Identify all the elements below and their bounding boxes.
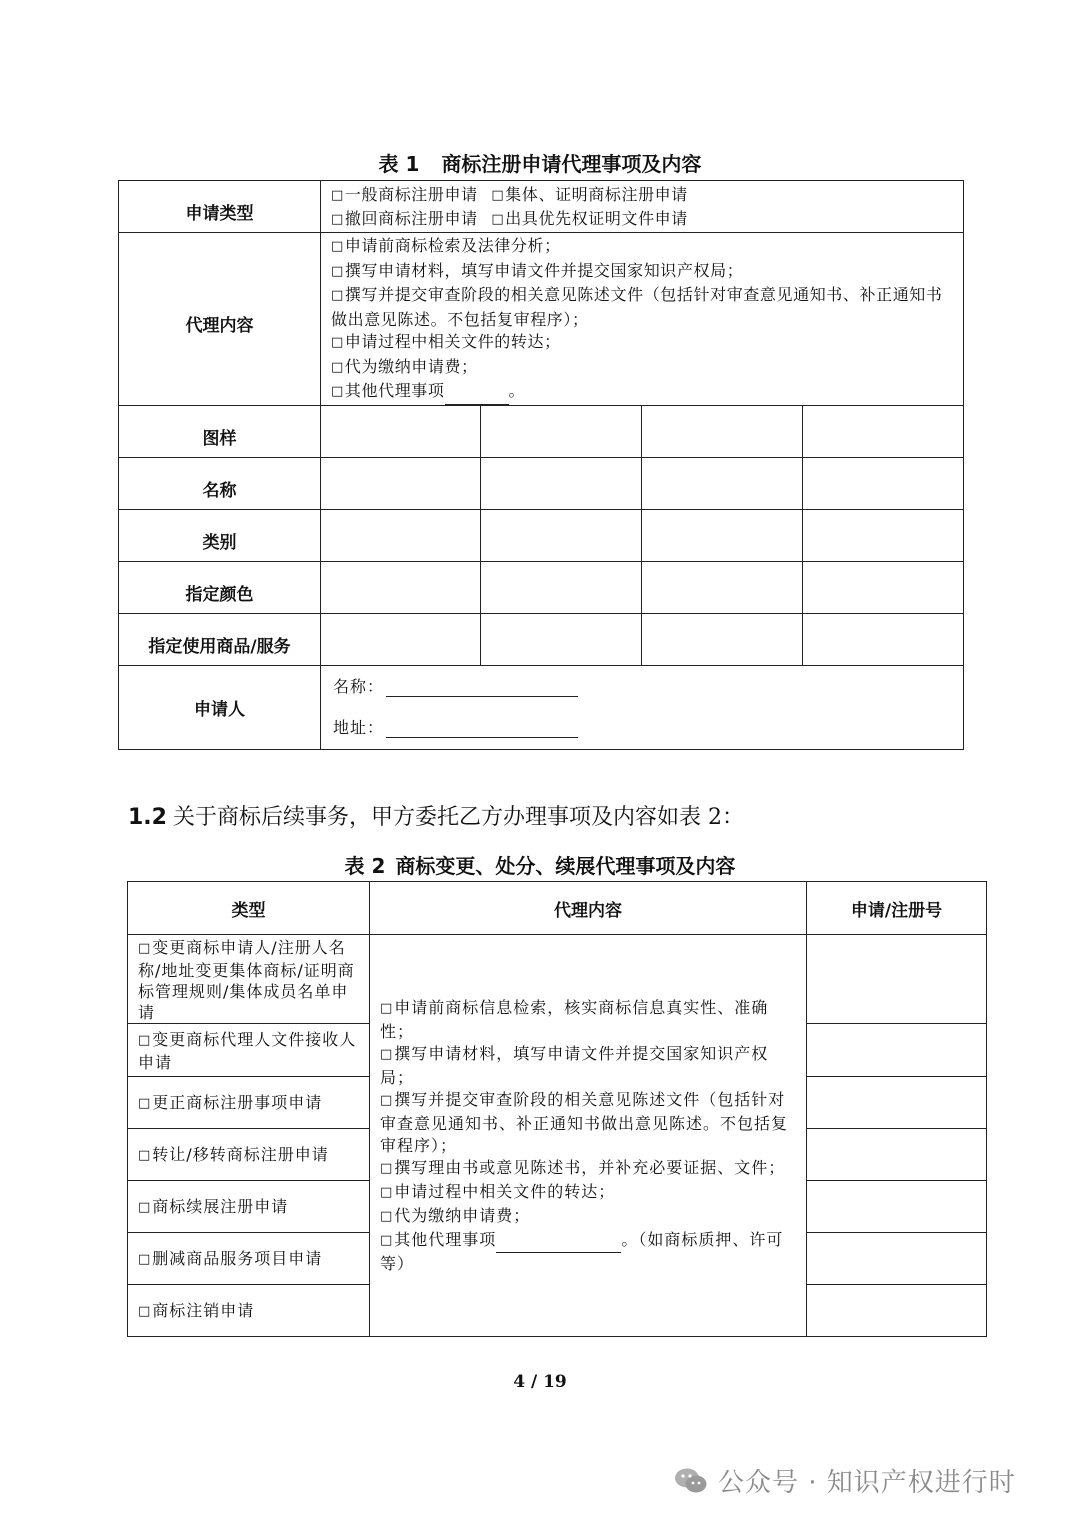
type-text: 删减商品服务项目申请 <box>152 1249 323 1268</box>
application-type-line <box>331 184 955 208</box>
content-item <box>380 1089 796 1157</box>
grid-cell[interactable] <box>321 561 481 613</box>
goods-services-label: 指定使用商品/服务 <box>148 636 291 657</box>
checkbox[interactable]: □ <box>491 211 505 227</box>
table1-caption <box>0 148 1080 177</box>
registration-number-cell[interactable] <box>807 1285 987 1337</box>
agency-content-cell <box>370 935 807 1337</box>
header-type: 类型 <box>128 882 370 935</box>
type-cell <box>128 935 370 1024</box>
content-item <box>380 997 796 1043</box>
checkbox[interactable]: □ <box>331 384 344 399</box>
type-cell <box>128 1129 370 1181</box>
applicant-fields <box>321 665 964 749</box>
name-label: 名称 <box>202 480 237 501</box>
checkbox[interactable]: □ <box>380 1232 394 1248</box>
table2-caption <box>0 850 1080 879</box>
type-cell <box>128 1181 370 1233</box>
goods-services-label-cell <box>119 613 321 665</box>
applicant-label-cell <box>119 665 321 749</box>
name-row <box>119 457 964 509</box>
trademark-registration-table <box>118 180 964 750</box>
sample-label-cell <box>119 405 321 457</box>
goods-services-row <box>119 613 964 665</box>
applicant-address-label: 地址： <box>333 717 385 737</box>
content-item-text: 撰写申请材料，填写申请文件并提交国家知识产权局； <box>380 1043 769 1087</box>
registration-number-cell[interactable] <box>807 1181 987 1233</box>
option-general-registration: 一般商标注册申请 <box>344 184 478 204</box>
agency-item-text: 撰写并提交审查阶段的相关意见陈述文件（包括针对审查意见通知书、补正通知书做出意见陈述。不包括复审程序）； <box>331 285 943 329</box>
header-registration-number: 申请/注册号 <box>807 882 987 935</box>
applicant-row <box>119 665 964 749</box>
content-item-other <box>380 1229 796 1275</box>
name-label-cell <box>119 457 321 509</box>
agency-item-other <box>331 380 955 405</box>
grid-cell[interactable] <box>321 613 481 665</box>
checkbox[interactable]: □ <box>380 1160 394 1176</box>
grid-cell[interactable] <box>642 613 803 665</box>
table2-caption-number: 表 2 <box>344 854 386 878</box>
sample-label: 图样 <box>202 428 237 449</box>
type-text: 商标续展注册申请 <box>152 1197 289 1216</box>
grid-cell[interactable] <box>642 509 803 561</box>
checkbox[interactable]: □ <box>331 288 344 303</box>
agency-item <box>331 284 955 331</box>
checkbox[interactable]: □ <box>138 1148 152 1163</box>
type-cell <box>128 1233 370 1285</box>
agency-content-row <box>119 233 964 406</box>
type-text: 变更商标代理人文件接收人申请 <box>138 1030 357 1072</box>
content-item <box>380 1205 796 1229</box>
type-cell <box>128 1024 370 1077</box>
checkbox[interactable]: □ <box>138 1096 152 1111</box>
grid-cell[interactable] <box>642 457 803 509</box>
content-item-text: 撰写并提交审查阶段的相关意见陈述文件（包括针对审查意见通知书、补正通知书做出意见陈述。不包括复审程序）； <box>380 1089 789 1155</box>
class-row <box>119 509 964 561</box>
agency-item <box>331 260 955 285</box>
registration-number-cell[interactable] <box>807 1024 987 1077</box>
grid-cell[interactable] <box>803 405 964 457</box>
type-text: 更正商标注册事项申请 <box>152 1093 323 1112</box>
type-text: 变更商标申请人/注册人名称/地址变更集体商标/证明商标管理规则/集体成员名单申请 <box>138 938 355 1022</box>
checkbox[interactable]: □ <box>380 1046 394 1062</box>
color-label: 指定颜色 <box>185 584 254 605</box>
type-cell <box>128 1077 370 1129</box>
checkbox[interactable]: □ <box>380 1184 394 1200</box>
other-blank-field[interactable] <box>496 1234 621 1253</box>
table2-caption-title: 商标变更、处分、续展代理事项及内容 <box>395 854 736 878</box>
table-row <box>128 935 987 1024</box>
checkbox[interactable]: □ <box>380 1092 394 1108</box>
grid-cell[interactable] <box>481 457 642 509</box>
applicant-label: 申请人 <box>194 699 245 720</box>
agency-item-text: 申请过程中相关文件的转达； <box>344 332 561 351</box>
agency-item <box>331 356 955 381</box>
checkbox[interactable]: □ <box>331 359 344 375</box>
content-item <box>380 1181 796 1205</box>
checkbox[interactable]: □ <box>138 1304 152 1319</box>
checkbox[interactable]: □ <box>331 239 344 254</box>
option-withdraw-registration: 撤回商标注册申请 <box>344 208 478 228</box>
content-item-text: 代为缴纳申请费； <box>394 1205 531 1225</box>
checkbox[interactable]: □ <box>380 1208 394 1224</box>
table1-caption-title: 商标注册申请代理事项及内容 <box>441 152 702 176</box>
option-priority-certificate: 出具优先权证明文件申请 <box>505 208 688 228</box>
type-text: 转让/移转商标注册申请 <box>152 1145 329 1164</box>
color-label-cell <box>119 561 321 613</box>
checkbox[interactable]: □ <box>138 1033 152 1048</box>
class-label-cell <box>119 509 321 561</box>
agency-item-text: 申请前商标检索及法律分析； <box>344 236 561 255</box>
checkbox[interactable]: □ <box>331 335 344 350</box>
registration-number-cell[interactable] <box>807 1077 987 1129</box>
agency-other-suffix: 。 <box>508 381 526 400</box>
content-item-text: 申请前商标信息检索，核实商标信息真实性、准确性； <box>380 997 769 1041</box>
other-blank-field[interactable] <box>445 386 509 405</box>
grid-cell[interactable] <box>481 561 642 613</box>
agency-content-label: 代理内容 <box>185 316 254 337</box>
grid-cell[interactable] <box>642 405 803 457</box>
content-item-text: 撰写理由书或意见陈述书，并补充必要证据、文件； <box>394 1157 786 1177</box>
agency-item <box>331 331 955 356</box>
table1-caption-number: 表 1 <box>378 152 420 176</box>
option-collective-certification: 集体、证明商标注册申请 <box>505 184 688 204</box>
color-row <box>119 561 964 613</box>
checkbox[interactable]: □ <box>138 941 152 956</box>
grid-cell[interactable] <box>481 613 642 665</box>
application-type-label: 申请类型 <box>185 204 254 224</box>
grid-cell[interactable] <box>803 457 964 509</box>
checkbox[interactable]: □ <box>491 187 505 203</box>
agency-item-text: 撰写申请材料，填写申请文件并提交国家知识产权局； <box>344 260 744 280</box>
watermark-text: 公众号 · 知识产权进行时 <box>718 1468 1016 1498</box>
grid-cell[interactable] <box>321 405 481 457</box>
watermark <box>674 1462 1016 1499</box>
applicant-name-label: 名称： <box>333 676 385 696</box>
table2-header-row <box>128 882 987 935</box>
grid-cell[interactable] <box>642 561 803 613</box>
section-text: 关于商标后续事务，甲方委托乙方办理事项及内容如表 2： <box>172 805 744 830</box>
agency-item-text: 代为缴纳申请费； <box>344 356 478 376</box>
grid-cell[interactable] <box>803 561 964 613</box>
grid-cell[interactable] <box>481 509 642 561</box>
application-type-label-cell <box>119 181 321 233</box>
checkbox[interactable]: □ <box>331 187 344 203</box>
checkbox[interactable]: □ <box>380 1000 394 1016</box>
grid-cell[interactable] <box>803 613 964 665</box>
application-type-options <box>321 181 964 233</box>
type-text: 商标注销申请 <box>152 1301 255 1320</box>
type-cell <box>128 1285 370 1337</box>
section-heading <box>128 800 744 831</box>
content-other-suffix: 。（如商标质押、许可等） <box>380 1229 784 1273</box>
agency-content-list <box>321 233 964 406</box>
sample-row <box>119 405 964 457</box>
registration-number-cell[interactable] <box>807 1129 987 1181</box>
section-number: 1.2 <box>128 805 167 830</box>
agency-other-label: 其他代理事项 <box>344 381 445 400</box>
application-type-line <box>331 208 955 232</box>
grid-cell[interactable] <box>481 405 642 457</box>
checkbox[interactable]: □ <box>138 1200 152 1215</box>
page-number: 4 / 19 <box>513 1372 567 1392</box>
content-item-text: 申请过程中相关文件的转达； <box>394 1181 616 1201</box>
grid-cell[interactable] <box>321 457 481 509</box>
trademark-change-table <box>127 881 987 1337</box>
grid-cell[interactable] <box>321 509 481 561</box>
checkbox[interactable]: □ <box>331 263 344 279</box>
registration-number-cell[interactable] <box>807 935 987 1024</box>
header-agency-content: 代理内容 <box>370 882 807 935</box>
wechat-icon <box>674 1467 708 1495</box>
registration-number-cell[interactable] <box>807 1233 987 1285</box>
application-type-row <box>119 181 964 233</box>
applicant-address-field[interactable] <box>386 719 578 738</box>
checkbox[interactable]: □ <box>331 211 344 227</box>
applicant-name-field[interactable] <box>386 678 578 697</box>
checkbox[interactable]: □ <box>138 1252 152 1267</box>
content-item <box>380 1043 796 1089</box>
content-item <box>380 1157 796 1181</box>
grid-cell[interactable] <box>803 509 964 561</box>
agency-item <box>331 235 955 260</box>
agency-content-label-cell <box>119 233 321 406</box>
applicant-name-line <box>321 674 963 697</box>
applicant-address-line <box>321 715 963 738</box>
content-other-label: 其他代理事项 <box>394 1229 497 1249</box>
class-label: 类别 <box>202 532 237 553</box>
